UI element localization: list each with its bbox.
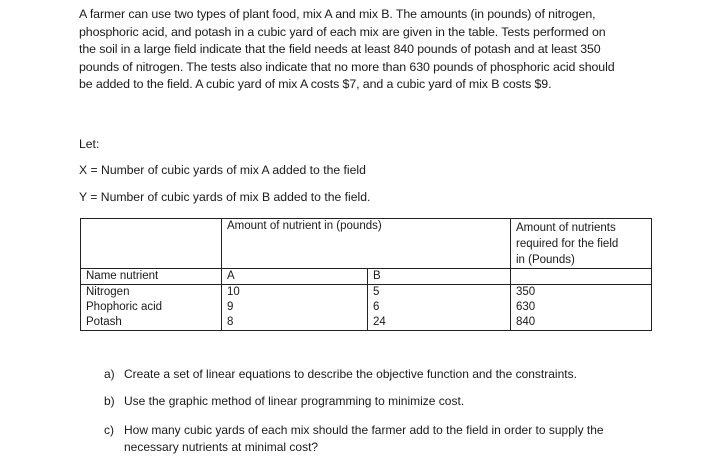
nutrient-name-cell: Phophoric acid: [81, 300, 222, 315]
question-text: Use the graphic method of linear programming to minimize cost.: [124, 394, 465, 408]
header-empty-cell: [81, 219, 222, 269]
header-required: [511, 219, 652, 269]
question-text-line: necessary nutrients at minimal cost?: [124, 440, 319, 454]
question-a: [104, 366, 577, 383]
required-cell: 630: [511, 300, 652, 315]
table-row: [81, 315, 652, 331]
table-row: [81, 300, 652, 315]
paragraph-line: the soil in a large field indicate that the field needs at least 840 pounds of potash and at least 350: [79, 42, 601, 57]
mix-a-cell: 9: [222, 300, 368, 315]
question-b: [104, 393, 464, 410]
mix-b-cell: 24: [368, 315, 511, 331]
required-cell: 350: [511, 285, 652, 301]
mix-a-cell: 8: [222, 315, 368, 331]
paragraph-line: phosphoric acid, and potash in a cubic yard of each mix are given in the table. Tests performed on: [79, 24, 606, 39]
paragraph-line: be added to the field. A cubic yard of mix A costs $7, and a cubic yard of mix B costs $9.: [79, 77, 552, 92]
question-label: c): [104, 423, 114, 437]
y-definition: Y = Number of cubic yards of mix B added to the field.: [79, 190, 371, 204]
question-text-line: How many cubic yards of each mix should the farmer add to the field in order to supply the: [124, 423, 604, 437]
question-text: [124, 422, 604, 456]
mix-b-cell: 6: [368, 300, 511, 315]
mix-a-cell: A: [222, 269, 368, 285]
mix-b-cell: B: [368, 269, 511, 285]
question-label: a): [104, 367, 115, 381]
question-text: Create a set of linear equations to describe the objective function and the constraints.: [124, 367, 577, 381]
nutrient-name-cell: Name nutrient: [81, 269, 222, 285]
table-row: [81, 285, 652, 301]
nutrient-name-cell: Nitrogen: [81, 285, 222, 301]
x-definition: X = Number of cubic yards of mix A added to the field: [79, 163, 366, 177]
question-c: [104, 422, 604, 456]
header-required-line: Amount of nutrients: [516, 222, 616, 234]
nutrient-table: [80, 218, 652, 331]
header-required-line: required for the field: [516, 238, 619, 250]
table-row: [81, 269, 652, 285]
header-required-line: in (Pounds): [516, 254, 575, 266]
required-cell: [511, 269, 652, 285]
question-label: b): [104, 394, 115, 408]
header-amount: Amount of nutrient in (pounds): [222, 219, 511, 269]
let-label: Let:: [79, 137, 100, 151]
problem-paragraph: [79, 6, 659, 94]
paragraph-line: A farmer can use two types of plant food, mix A and mix B. The amounts (in pounds) of nitrogen,: [79, 7, 596, 21]
mix-a-cell: 10: [222, 285, 368, 301]
paragraph-line: pounds of nitrogen. The tests also indicate that no more than 630 pounds of phosphoric acid should: [79, 59, 615, 74]
table-header-row: [81, 219, 652, 269]
required-cell: 840: [511, 315, 652, 331]
nutrient-name-cell: Potash: [81, 315, 222, 331]
mix-b-cell: 5: [368, 285, 511, 301]
